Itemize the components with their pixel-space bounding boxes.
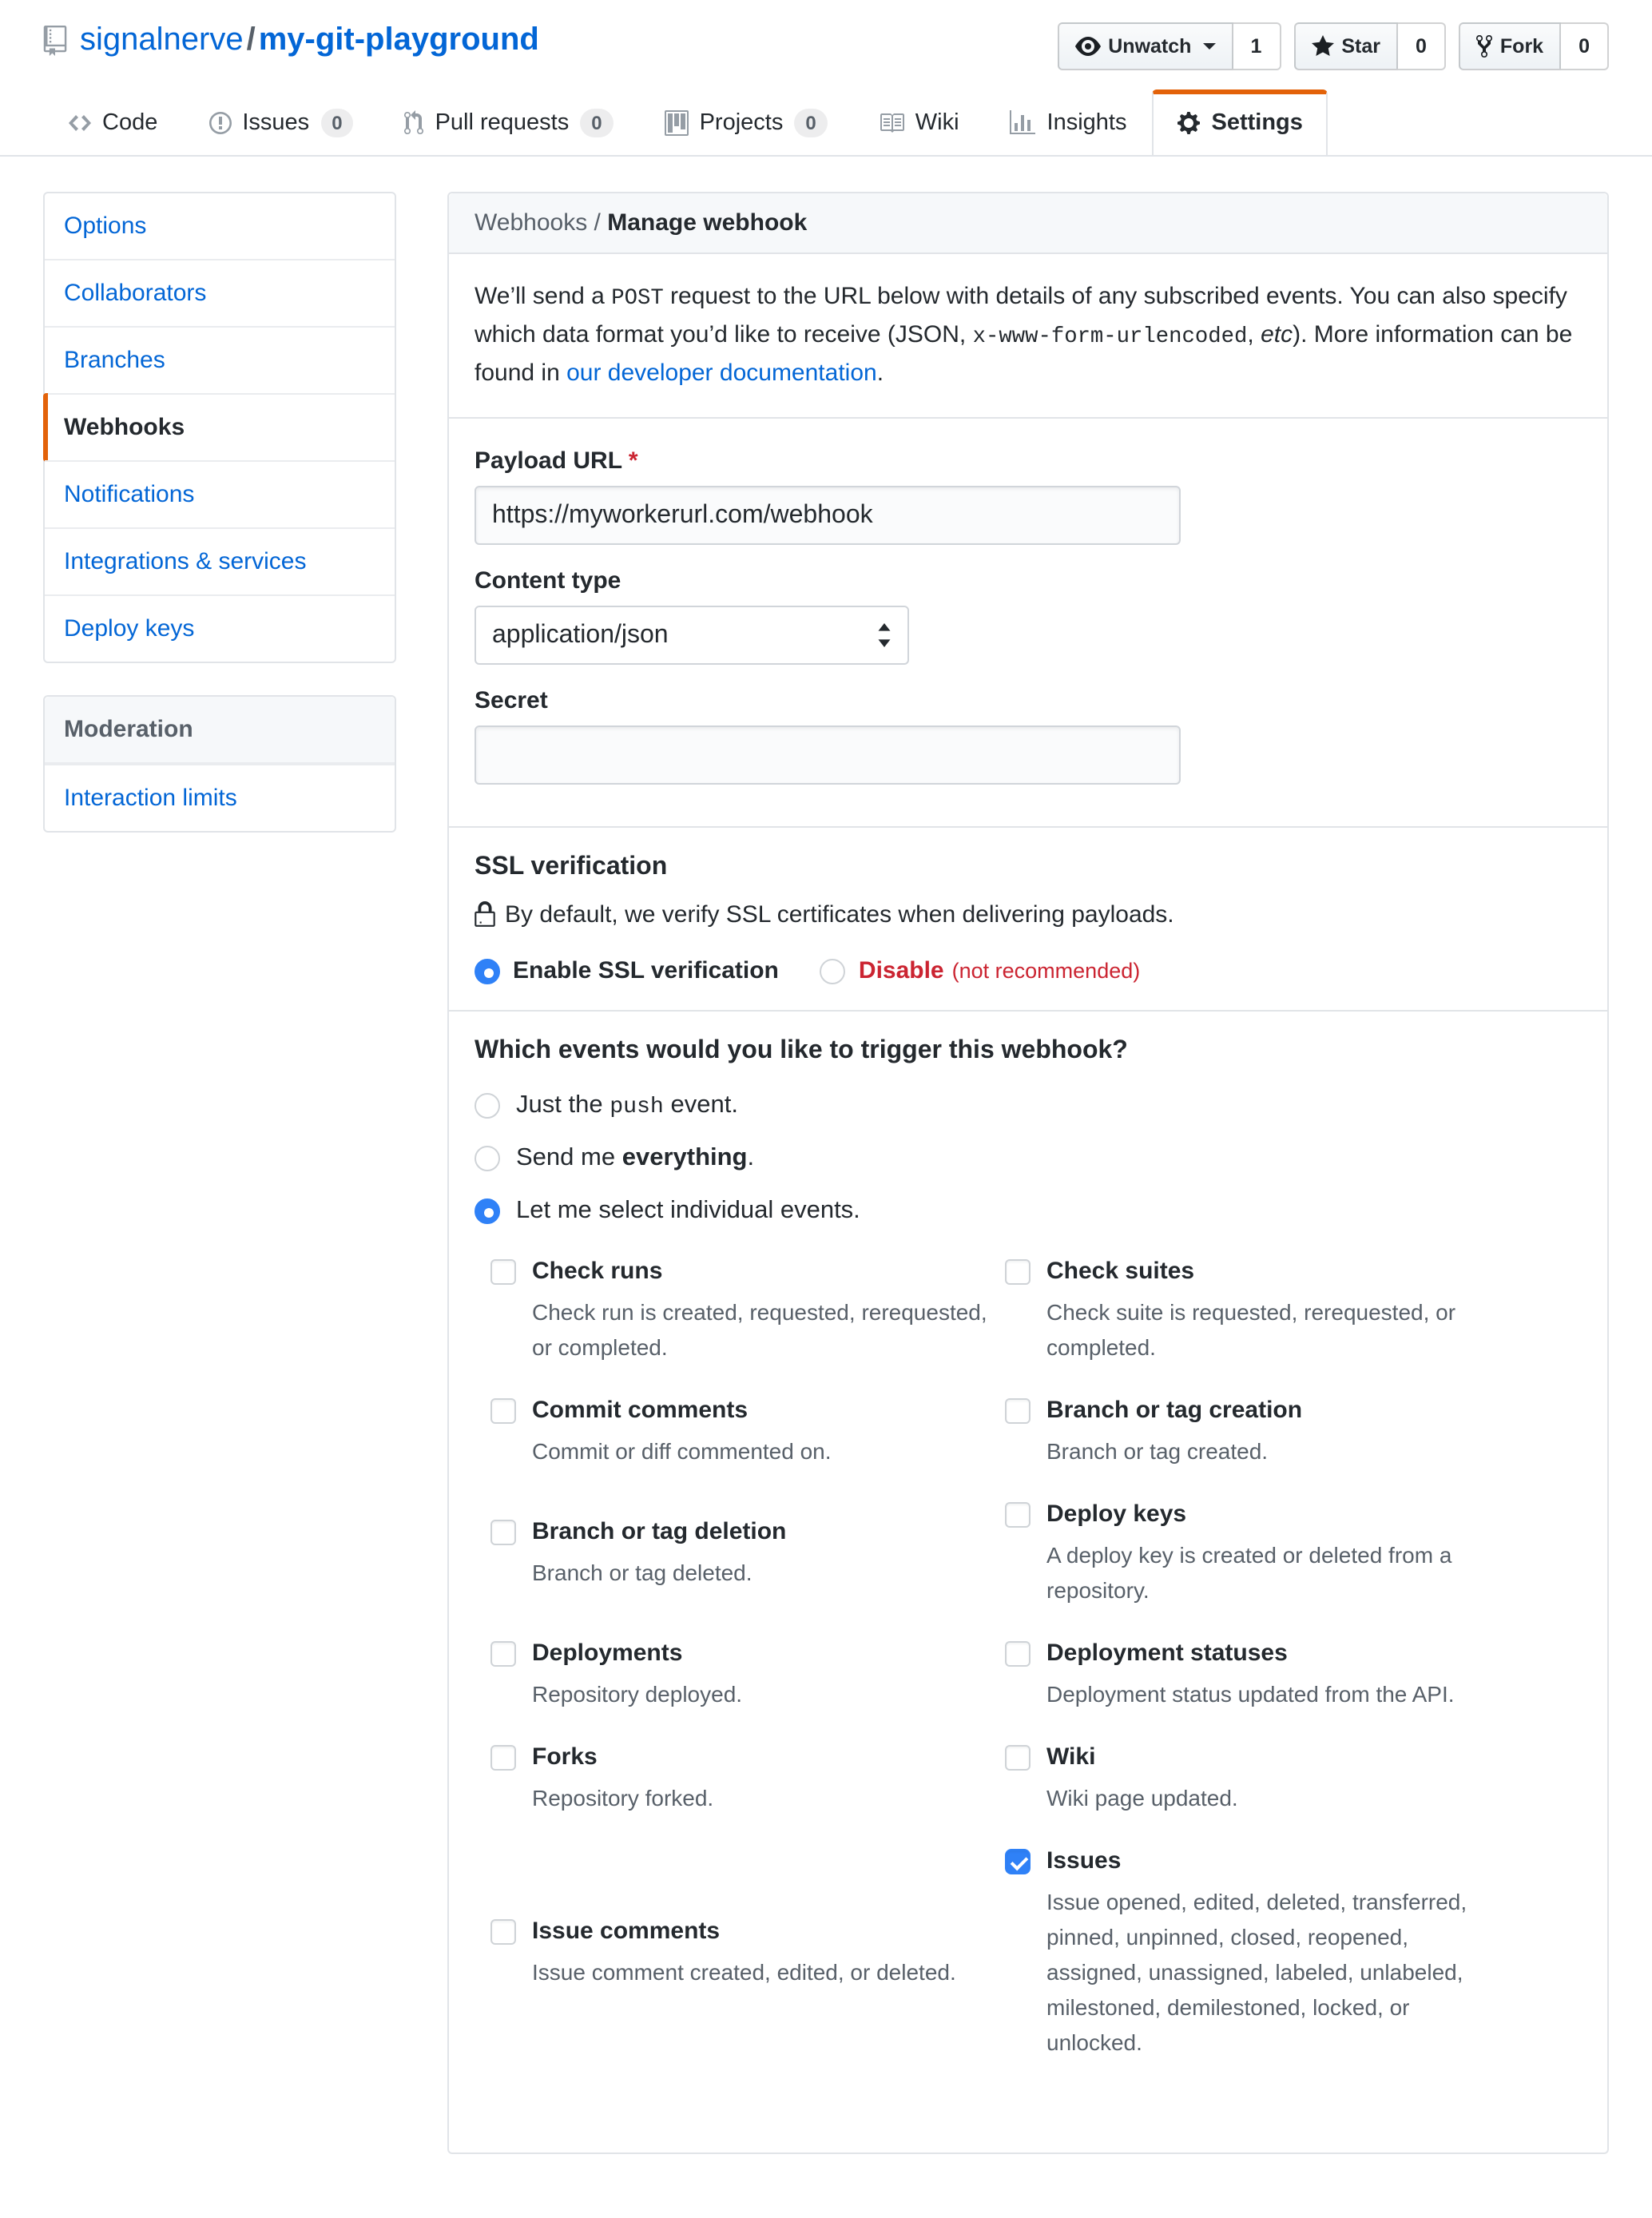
tab-counter: 0 (320, 109, 353, 137)
events-option-push[interactable]: Just the push event. (475, 1091, 1582, 1120)
events-option-individual[interactable]: Let me select individual events. (475, 1197, 1582, 1226)
repo-actions (1057, 22, 1609, 70)
book-icon (879, 110, 904, 136)
event-deploy-keys[interactable]: Deploy keys (1005, 1497, 1507, 1532)
breadcrumb-divider: / (587, 209, 608, 237)
ssl-enable-radio[interactable]: Enable SSL verification (475, 957, 779, 984)
webhook-intro: We’ll send a POST request to the URL below with details of any subscribed events. You can also specify which data format you’d like to receive (JSON, x-www-form-urlencoded, etc). More information can be found in our developer documentation. (475, 283, 1573, 387)
event-deployments[interactable]: Deployments (490, 1636, 1005, 1671)
content-type-label: Content type (475, 567, 621, 594)
tab-counter: 0 (580, 109, 613, 137)
checkbox-icon (490, 1745, 516, 1771)
radio-icon (475, 1146, 500, 1171)
gear-icon (1178, 110, 1201, 136)
events-grid: Check runs Check run is created, requested, rerequested, or completed. Check suites Check suite is requested, rerequested, or completed. Commit comments Commit or diff commented on. Branch or tag creation Branch or tag created. Branch or tag deletion Branch or tag deleted. Deploy keys A deploy key is created or deleted from a repository. Deployments Repository deployed. Deployment statuses Deployment status updated from the API. Forks Repository forked. Wiki Wiki page updated. Issue comments Issue comment created, edited, or deleted. Issues Issue opened, edited, deleted, transferred, pinned, unpinned, closed, reopened, assigned, unassigned, labeled, unlabeled, milestoned, demilestoned, locked, or unlocked. (490, 1254, 1507, 2089)
watchers-count[interactable]: 1 (1233, 22, 1281, 70)
repo-owner-link[interactable]: signalnerve (80, 22, 244, 58)
event-forks[interactable]: Forks (490, 1740, 1005, 1775)
event-commit-comments[interactable]: Commit comments (490, 1393, 1005, 1429)
tab-projects[interactable]: Projects 0 (639, 89, 853, 157)
event-branch-tag-deletion[interactable]: Branch or tag deletion (490, 1515, 1005, 1550)
repo-name-link[interactable]: my-git-playground (258, 22, 539, 58)
event-issues[interactable]: Issues (1005, 1844, 1507, 1879)
tab-insights[interactable]: Insights (985, 89, 1153, 157)
content-type-select[interactable] (475, 606, 909, 665)
caret-down-icon (1202, 43, 1215, 50)
graph-icon (1011, 110, 1036, 136)
event-deployment-statuses[interactable]: Deployment statuses (1005, 1636, 1507, 1671)
moderation-menu (43, 695, 396, 833)
sidebar-item-deploy-keys[interactable]: Deploy keys (45, 594, 395, 662)
sidebar-item-webhooks[interactable]: Webhooks (45, 393, 395, 460)
fork-icon (1476, 34, 1492, 59)
moderation-heading: Moderation (45, 697, 395, 764)
tab-counter: 0 (794, 109, 827, 137)
repo-nav (0, 89, 1652, 157)
stargazers-count[interactable]: 0 (1398, 22, 1446, 70)
events-heading: Which events would you like to trigger this webhook? (475, 1037, 1128, 1064)
checkbox-icon (490, 1259, 516, 1285)
forks-count[interactable]: 0 (1561, 22, 1609, 70)
repo-title (43, 22, 539, 59)
events-option-everything[interactable]: Send me everything. (475, 1144, 1582, 1173)
payload-url-label: Payload URL * (475, 447, 638, 475)
checkbox-icon (1005, 1745, 1031, 1771)
events-section (449, 1010, 1607, 2152)
content-type-value: application/json (492, 621, 669, 648)
sidebar-item-interaction-limits[interactable]: Interaction limits (45, 764, 395, 831)
pull-request-icon (405, 110, 424, 136)
tab-pull-requests[interactable]: Pull requests 0 (379, 89, 639, 157)
etc-text: etc (1261, 321, 1293, 348)
ssl-heading: SSL verification (475, 853, 668, 880)
checkbox-icon (1005, 1398, 1031, 1424)
ssl-section (449, 826, 1607, 1010)
radio-icon (475, 958, 500, 984)
radio-icon (820, 958, 846, 984)
webhook-box (447, 192, 1609, 2154)
ssl-disable-radio[interactable]: Disable (not recommended) (820, 957, 1140, 984)
lock-icon (475, 901, 495, 928)
tab-code[interactable]: Code (43, 89, 183, 157)
secret-input[interactable] (475, 725, 1181, 785)
sidebar-item-collaborators[interactable]: Collaborators (45, 259, 395, 326)
page-title: Manage webhook (607, 209, 808, 237)
secret-label: Secret (475, 687, 548, 714)
fork-button[interactable]: Fork (1459, 22, 1561, 70)
sidebar-item-options[interactable]: Options (64, 213, 147, 240)
radio-icon (475, 1198, 500, 1224)
payload-url-input[interactable] (475, 486, 1181, 545)
sidebar-item-integrations[interactable]: Integrations & services (45, 527, 395, 594)
required-asterisk: * (628, 447, 638, 475)
checkbox-icon (490, 1641, 516, 1667)
projects-icon (665, 110, 689, 136)
event-issue-comments[interactable]: Issue comments (490, 1914, 1005, 1950)
eye-icon (1074, 34, 1100, 59)
developer-documentation-link[interactable]: our developer documentation (566, 360, 877, 387)
settings-menu (43, 192, 396, 663)
breadcrumb-webhooks-link[interactable]: Webhooks (475, 209, 588, 237)
repo-icon (43, 26, 67, 56)
code-icon (69, 110, 91, 136)
sidebar-item-notifications[interactable]: Notifications (45, 460, 395, 527)
checkbox-icon (1005, 1641, 1031, 1667)
checkbox-icon (490, 1919, 516, 1945)
checkbox-icon (490, 1520, 516, 1545)
issue-opened-icon (208, 110, 231, 136)
repo-slash: / (246, 22, 256, 58)
sidebar-item-branches[interactable]: Branches (45, 326, 395, 393)
ssl-note-text: By default, we verify SSL certificates when delivering payloads. (505, 901, 1174, 928)
checkbox-icon (490, 1398, 516, 1424)
select-caret-icon (877, 623, 892, 647)
radio-icon (475, 1093, 500, 1119)
star-icon (1311, 34, 1333, 59)
checkbox-icon (1005, 1502, 1031, 1528)
event-check-runs[interactable]: Check runs (490, 1254, 1005, 1290)
tab-issues[interactable]: Issues 0 (183, 89, 379, 157)
event-branch-tag-creation[interactable]: Branch or tag creation (1005, 1393, 1507, 1429)
webhook-form (449, 417, 1607, 826)
breadcrumb (449, 193, 1607, 254)
unwatch-button[interactable]: Unwatch (1057, 22, 1233, 70)
checkbox-checked-icon (1005, 1849, 1031, 1874)
tab-wiki[interactable]: Wiki (853, 89, 985, 157)
settings-sidebar (43, 192, 396, 865)
page-header (0, 0, 1652, 157)
tab-settings[interactable]: Settings (1153, 89, 1328, 157)
event-check-suites[interactable]: Check suites (1005, 1254, 1507, 1290)
star-button[interactable]: Star (1293, 22, 1398, 70)
post-code: POST (611, 288, 664, 312)
event-wiki[interactable]: Wiki (1005, 1740, 1507, 1775)
checkbox-icon (1005, 1259, 1031, 1285)
urlencoded-code: x-www-form-urlencoded (972, 326, 1248, 350)
